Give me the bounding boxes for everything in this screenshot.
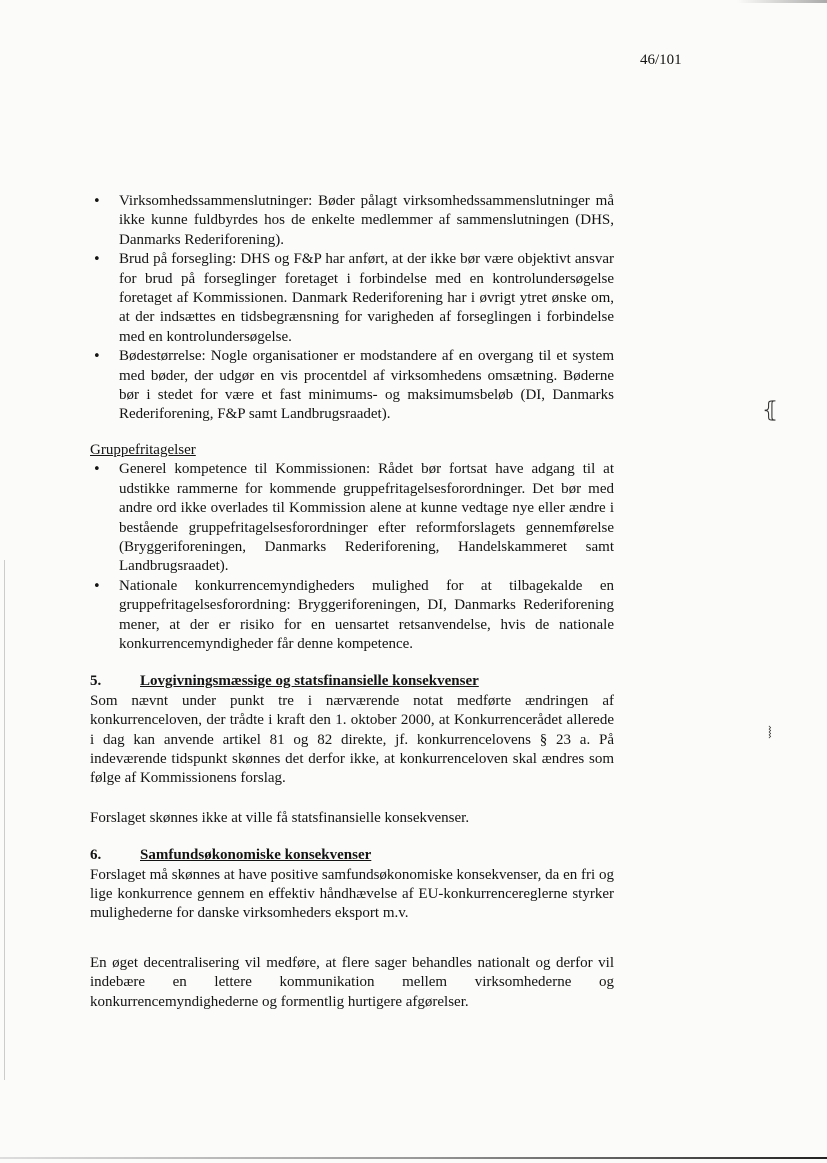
section-5-paragraph-1: Som nævnt under punkt tre i nærværende notat medførte ændringen af konkurrenceloven, der trådte i kraft den 1. oktober 2000, at Konkurrencerådet allerede i dag kan anvende artikel 81 og 82 direkte, jf. konkurrencelovens § 23 a. På indeværende tidspunkt skønnes det derfor ikke, at konkurrenceloven skal ændres som følge af Kommissionens forslag. xyxy=(90,692,614,787)
scan-bottom-edge xyxy=(0,1157,827,1159)
gruppefritagelser-list xyxy=(90,460,614,654)
scan-edge-mark xyxy=(737,0,827,3)
section-6-heading xyxy=(90,846,614,865)
list-item: • Generel kompetence til Kommissionen: Rådet bør fortsat have adgang til at udstikke rammerne for kommende gruppefritagelsesforordninger. Det bør med andre ord ikke overlades til Kommission alene at kunne vedtage nye eller ændre i bestående gruppefritagelsesforordninger efter reformforslagets gennemførelse (Bryggeriforeningen, Danmarks Rederiforening, Handelskammeret samt Landbrugsraadet). xyxy=(90,460,614,576)
list-item: • Nationale konkurrencemyndigheders mulighed for at tilbagekalde en gruppefritagelsesforordning: Bryggeriforeningen, DI, Danmarks Rederiforening mener, at der er risiko for en uensartet retsanvendelse, hvis de nationale konkurrencemyndigheder får denne kompetence. xyxy=(90,577,614,655)
section-6-paragraph-1: Forslaget må skønnes at have positive samfundsøkonomiske konsekvenser, da en fri og lige konkurrence gennem en effektiv håndhævelse af EU-konkurrencereglerne styrker mulighederne for danske virksomheders eksport m.v. xyxy=(90,866,614,922)
section-5-paragraph-2: Forslaget skønnes ikke at ville få statsfinansielle konsekvenser. xyxy=(90,809,470,826)
section-title: Lovgivningsmæssige og statsfinansielle konsekvenser xyxy=(140,673,479,690)
punch-hole-mark: ⧘ xyxy=(768,722,772,743)
gruppefritagelser-heading: Gruppefritagelser xyxy=(90,441,196,458)
scan-margin-line xyxy=(4,560,5,1080)
list-item: • Virksomhedssammenslutninger: Bøder pålagt virksomhedssammenslutninger må ikke kunne fuldbyrdes hos de enkelte medlemmer af sammenslutningen (DHS, Danmarks Rederiforening). xyxy=(90,192,614,250)
section-number: 6. xyxy=(90,847,102,864)
objection-list xyxy=(90,192,614,425)
section-title: Samfundsøkonomiske konsekvenser xyxy=(140,847,372,864)
section-5-heading xyxy=(90,672,614,691)
section-6-paragraph-2: En øget decentralisering vil medføre, at flere sager behandles nationalt og derfor vil indebære en lettere kommunikation mellem virksomhederne og konkurrencemyndighederne og formentlig hurtigere afgørelser. xyxy=(90,954,614,1010)
page-number: 46/101 xyxy=(640,52,682,68)
list-item: • Bødestørrelse: Nogle organisationer er modstandere af en overgang til et system med bøder, der udgør en vis procentdel af virksomhedens omsætning. Bøderne bør i stedet for være et fast minimums- og maksimumsbeløb (DI, Danmarks Rederiforening, F&P samt Landbrugsraadet). xyxy=(90,347,614,425)
punch-hole-mark: ⦃ xyxy=(762,398,779,423)
section-number: 5. xyxy=(90,673,102,690)
list-item: • Brud på forsegling: DHS og F&P har anført, at der ikke bør være objektivt ansvar for brud på forseglinger foretaget i forbindelse med en kontrolundersøgelse foretaget af Kommissionen. Danmark Rederiforening har i øvrigt ytret ønske om, at der indsættes en tidsbegrænsning for varigheden af forseglingen i forbindelse med en kontrolundersøgelse. xyxy=(90,250,614,347)
document-body xyxy=(90,192,614,1012)
